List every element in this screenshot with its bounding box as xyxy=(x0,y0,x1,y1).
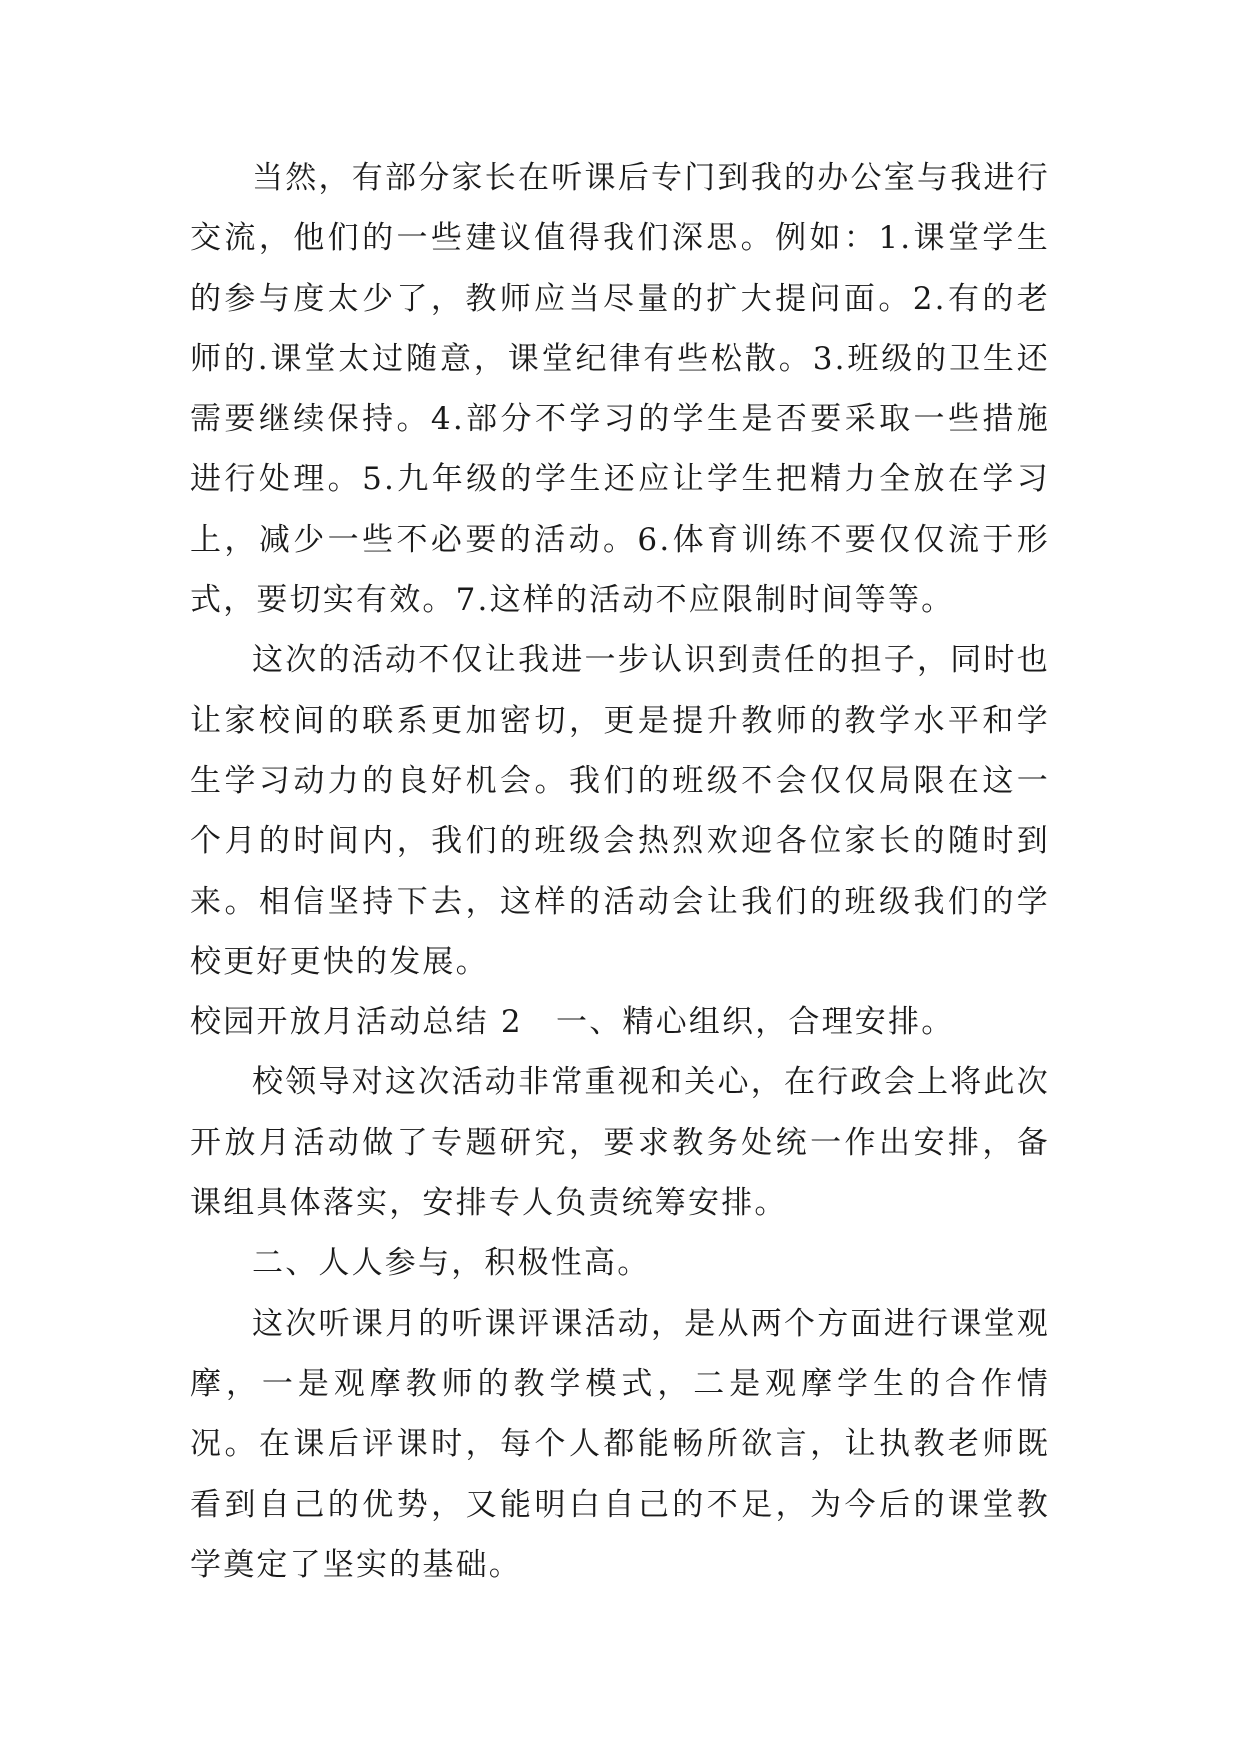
paragraph-activity-reflection: 这次的活动不仅让我进一步认识到责任的担子，同时也让家校间的联系更加密切，更是提升教师的教学水平和学生学习动力的良好机会。我们的班级不会仅仅局限在这一个月的时间内，我们的班级会热烈欢迎各位家长的随时到来。相信坚持下去，这样的活动会让我们的班级我们的学校更好更快的发展。 xyxy=(190,642,1050,980)
section-title: 校园开放月活动总结 2 xyxy=(190,1004,523,1041)
paragraph-lesson-observation: 这次听课月的听课评课活动，是从两个方面进行课堂观摩，一是观摩教师的教学模式，二是观摩学生的合作情况。在课后评课时，每个人都能畅所欲言，让执教老师既看到自己的优势，又能明白自己的不足，为今后的课堂教学奠定了坚实的基础。 xyxy=(190,1305,1050,1583)
subheading-participation: 二、人人参与，积极性高。 xyxy=(252,1245,651,1282)
paragraph-parent-feedback: 当然，有部分家长在听课后专门到我的办公室与我进行交流，他们的一些建议值得我们深思。例如：1.课堂学生的参与度太少了，教师应当尽量的扩大提问面。2.有的老师的.课堂太过随意，课堂纪律有些松散。3.班级的卫生还需要继续保持。4.部分不学习的学生是否要采取一些措施进行处理。5.九年级的学生还应让学生把精力全放在学习上，减少一些不必要的活动。6.体育训练不要仅仅流于形式，要切实有效。7.这样的活动不应限制时间等等。 xyxy=(190,160,1050,619)
paragraph-organization: 校领导对这次活动非常重视和关心，在行政会上将此次开放月活动做了专题研究，要求教务处统一作出安排，备课组具体落实，安排专人负责统筹安排。 xyxy=(190,1064,1050,1222)
section-heading-line xyxy=(190,992,1050,1052)
section-subheading: 一、精心组织，合理安排。 xyxy=(556,1004,955,1041)
document-page xyxy=(190,148,1050,1595)
